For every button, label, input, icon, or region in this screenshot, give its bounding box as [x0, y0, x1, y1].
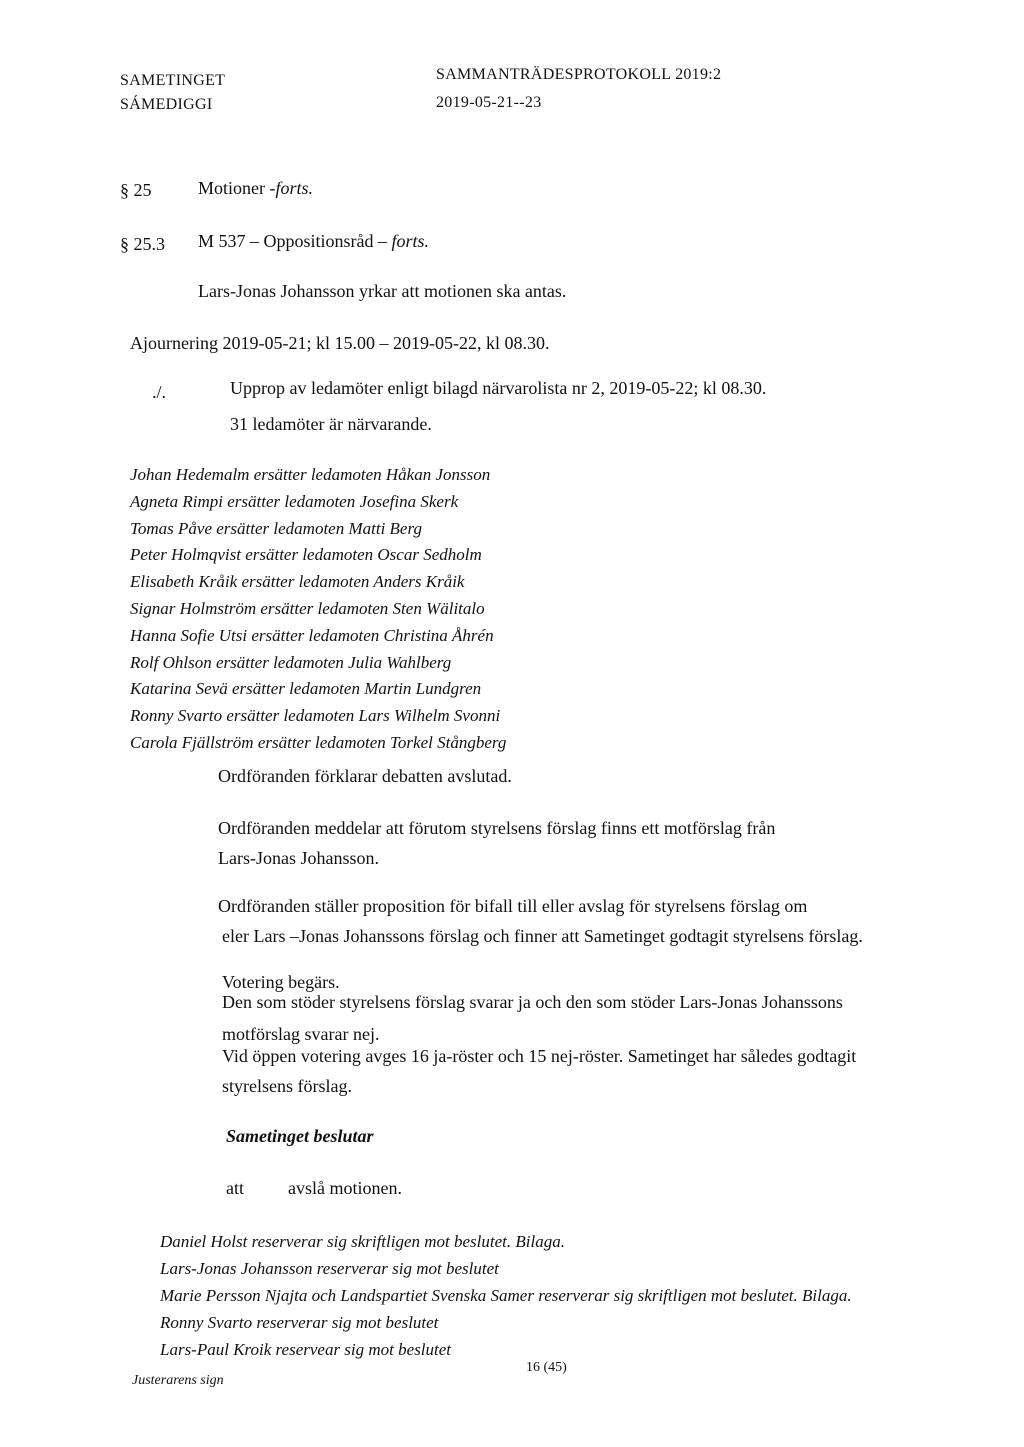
section-number: § 25 [120, 180, 152, 200]
list-item: Ronny Svarto reserverar sig mot beslutet [160, 1313, 439, 1332]
list-item: Signar Holmström ersätter ledamoten Sten Wälitalo [130, 598, 485, 618]
proposition-line1: Ordföranden ställer proposition för bifall till eller avslag för styrelsens förslag om [218, 896, 808, 916]
document-title: SAMMANTRÄDESPROTOKOLL 2019:2 [436, 66, 722, 83]
proposition-line2: eler Lars –Jonas Johanssons förslag och finner att Sametinget godtagit styrelsens förslag. [222, 926, 863, 946]
subsection-number: § 25.3 [120, 234, 165, 254]
document-dates: 2019-05-21--23 [436, 94, 542, 111]
page-number: 16 (45) [526, 1360, 567, 1375]
list-item: Marie Persson Njajta och Landspartiet Svenska Samer reserverar sig skriftligen mot beslutet. Bilaga. [160, 1286, 852, 1305]
org-name-sami: SÁMEDIGGI [120, 96, 213, 113]
list-item: Lars-Paul Kroik reservear sig mot beslutet [160, 1340, 452, 1359]
subsection-title [198, 231, 429, 252]
section-title-cont: -forts. [269, 178, 314, 198]
decision-att: att [226, 1178, 244, 1198]
list-item: Johan Hedemalm ersätter ledamoten Håkan Jonsson [130, 465, 491, 484]
roll-call-line: Upprop av ledamöter enligt bilagd närvarolista nr 2, 2019-05-22; kl 08.30. [230, 378, 767, 398]
attendance-count: 31 ledamöter är närvarande. [230, 414, 432, 434]
substitutes-list [130, 462, 506, 757]
list-item: Elisabeth Kråik ersätter ledamoten Anders Kråik [130, 572, 465, 592]
counter-proposal-line2: Lars-Jonas Johansson. [218, 848, 379, 868]
debate-closed: Ordföranden förklarar debatten avslutad. [218, 766, 512, 786]
counter-proposal-line1: Ordföranden meddelar att förutom styrelsens förslag finns ett motförslag från [218, 818, 776, 838]
vote-requested: Votering begärs. [222, 972, 340, 992]
list-item: Daniel Holst reserverar sig skriftligen mot beslutet. Bilaga. [160, 1232, 565, 1251]
org-name-swedish: SAMETINGET [120, 72, 226, 89]
list-item: Ronny Svarto ersätter ledamoten Lars Wilhelm Svonni [130, 706, 501, 726]
motion-proposal: Lars-Jonas Johansson yrkar att motionen ska antas. [198, 281, 567, 301]
list-item: Tomas Påve ersätter ledamoten Matti Berg [130, 518, 422, 538]
decision-text: avslå motionen. [288, 1178, 402, 1198]
vote-explanation-line1: Den som stöder styrelsens förslag svarar ja och den som stöder Lars-Jonas Johanssons [222, 992, 843, 1012]
decision-heading: Sametinget beslutar [226, 1126, 374, 1146]
subsection-title-text: M 537 – Oppositionsråd [198, 231, 374, 251]
vote-result-line2: styrelsens förslag. [222, 1076, 352, 1096]
list-item: Hanna Sofie Utsi ersätter ledamoten Christina Åhrén [130, 625, 494, 645]
list-item: Rolf Ohlson ersätter ledamoten Julia Wahlberg [130, 652, 452, 672]
vote-result-line1: Vid öppen votering avges 16 ja-röster och 15 nej-röster. Sametinget har således godtagit [222, 1046, 857, 1066]
reservations-list [160, 1228, 852, 1363]
list-item: Peter Holmqvist ersätter ledamoten Oscar Sedholm [130, 545, 482, 565]
list-item: Carola Fjällström ersätter ledamoten Torkel Stångberg [130, 732, 507, 752]
section-title-text: Motioner [198, 178, 265, 198]
vote-explanation-line2: motförslag svarar nej. [222, 1024, 380, 1044]
subsection-title-cont: – forts. [378, 231, 430, 251]
section-title [198, 178, 313, 199]
adjournment-note: Ajournering 2019-05-21; kl 15.00 – 2019-05-22, kl 08.30. [130, 333, 550, 353]
attachment-marker: ./. [152, 382, 167, 402]
list-item: Agneta Rimpi ersätter ledamoten Josefina Skerk [130, 491, 459, 511]
list-item: Lars-Jonas Johansson reserverar sig mot beslutet [160, 1259, 499, 1278]
signature-label: Justerarens sign [132, 1373, 224, 1388]
list-item: Katarina Sevä ersätter ledamoten Martin Lundgren [130, 679, 482, 699]
